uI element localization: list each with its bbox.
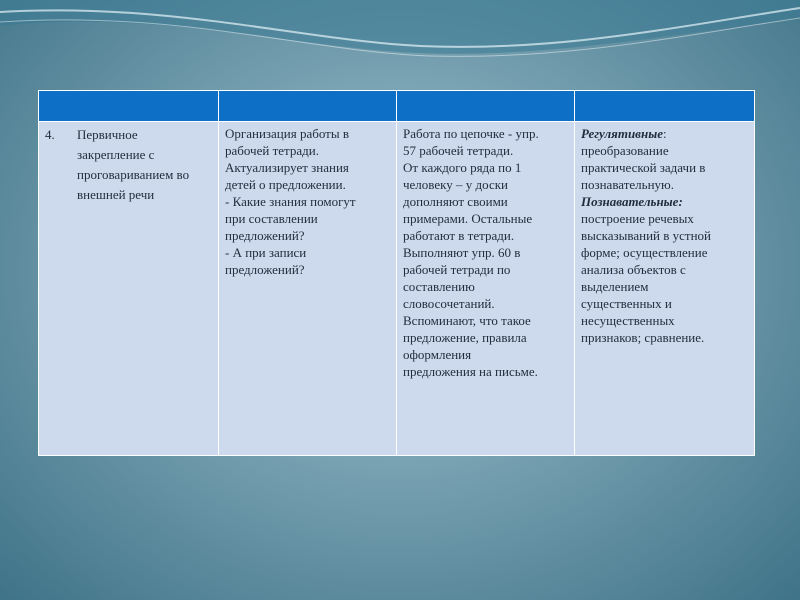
teacher-activity-text: Организация работы в рабочей тетради. Актуализирует знания детей о предложении. - Какие знания помогут при составлении предложений? - А при записи предложений? bbox=[225, 126, 356, 277]
header-row bbox=[39, 91, 755, 122]
uud-cell bbox=[575, 122, 755, 456]
teacher-activity-cell bbox=[219, 122, 397, 456]
cognitive-text: построение речевых высказываний в устной форме; осуществление анализа объектов с выделением существенных и несущественных признаков; сравнение. bbox=[581, 211, 712, 345]
header-cell bbox=[575, 91, 755, 122]
table-row bbox=[39, 122, 755, 456]
header-cell bbox=[219, 91, 397, 122]
header-cell bbox=[39, 91, 219, 122]
lesson-table bbox=[38, 90, 755, 456]
student-activity-cell bbox=[397, 122, 575, 456]
header-cell bbox=[397, 91, 575, 122]
regulative-label: Регулятивные bbox=[581, 126, 663, 141]
stage-cell bbox=[39, 122, 219, 456]
cognitive-label: Познавательные: bbox=[581, 194, 683, 209]
stage-number: 4. bbox=[45, 127, 55, 142]
regulative-text: : преобразование практической задачи в познавательную. bbox=[581, 126, 706, 192]
student-activity-text: Работа по цепочке - упр. 57 рабочей тетради. От каждого ряда по 1 человеку – у доски дополняют своими примерами. Остальные работают в тетради. Выполняют упр. 60 в рабочей тетради по составлению словосочетаний. Вспоминают, что такое предложение, правила оформления предложения на письме. bbox=[403, 126, 539, 379]
decorative-wave bbox=[0, 0, 800, 90]
stage-name: Первичное закрепление с проговариванием во внешней речи bbox=[77, 127, 190, 202]
